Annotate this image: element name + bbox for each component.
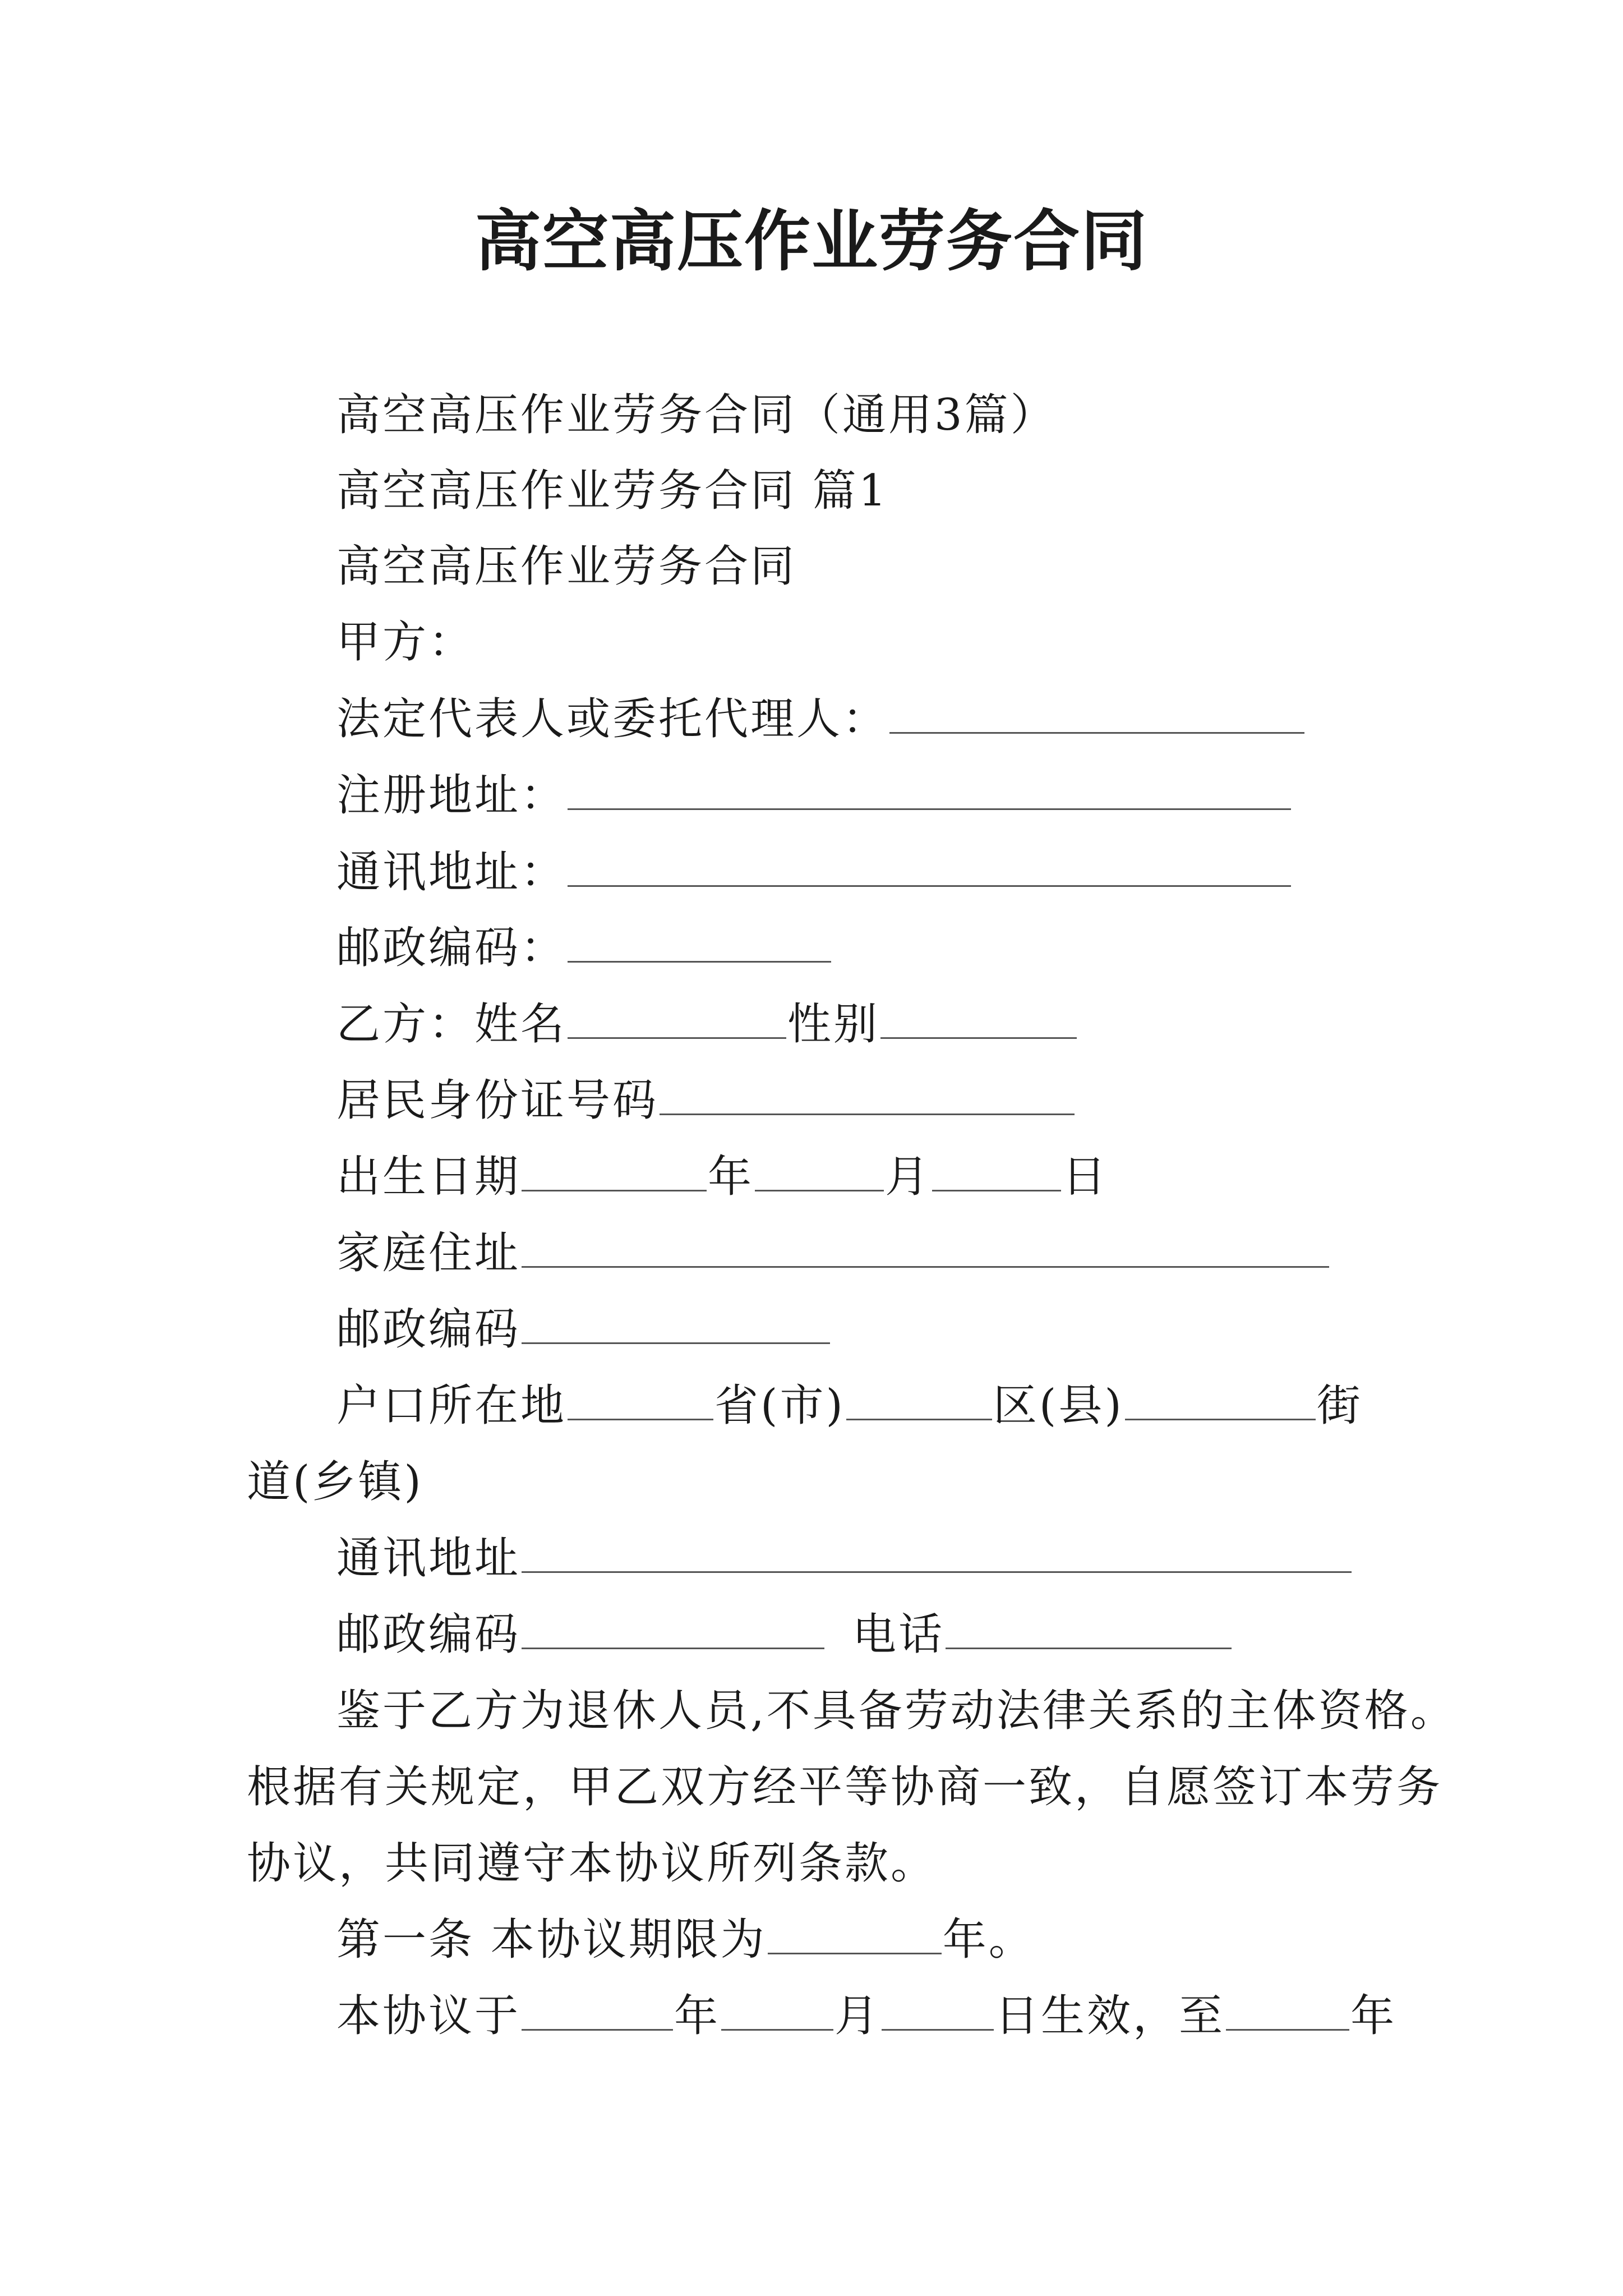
street-label: 街 (1316, 1381, 1363, 1431)
document-title: 高空高压作业劳务合同 (474, 202, 1148, 280)
province-label: 省(市) (714, 1381, 845, 1431)
phone-label: 电话 (852, 1609, 945, 1660)
effective-month-blank (721, 1990, 833, 2031)
gender-blank (880, 998, 1077, 1039)
name-blank (568, 998, 786, 1039)
birth-day-label: 日 (1062, 1152, 1109, 1202)
home-address-blank (522, 1227, 1329, 1268)
id-number-blank (660, 1074, 1075, 1115)
home-address-label: 家庭住址 (336, 1228, 521, 1278)
postal-code-label-c: 邮政编码 (336, 1609, 521, 1660)
mailing-address-blank-a (568, 846, 1291, 887)
mailing-address-line-b (336, 1530, 1353, 1586)
section-heading: 高空高压作业劳务合同 篇1 (336, 466, 889, 516)
end-year-label: 年 (1350, 1991, 1397, 2041)
term-years-blank (768, 1913, 942, 1954)
district-label: 区(县) (993, 1381, 1124, 1431)
mailing-address-label-b: 通讯地址 (336, 1533, 521, 1584)
effective-year-label: 年 (674, 1991, 721, 2041)
birth-year-label: 年 (708, 1152, 754, 1202)
mailing-address-label-a: 通讯地址： (336, 847, 567, 898)
birth-day-blank (932, 1151, 1061, 1191)
id-number-line (336, 1073, 1076, 1129)
representative-label: 法定代表人或委托代理人： (336, 694, 889, 744)
birth-month-blank (755, 1151, 884, 1191)
party-b-name-line (336, 996, 1078, 1052)
mailing-address-blank-b (522, 1532, 1352, 1573)
registered-address-line (336, 767, 1292, 823)
postal-code-line-a (336, 920, 832, 976)
article-one-label: 第一条 本协议期限为 (336, 1915, 767, 1965)
paragraph-line-2: 根据有关规定，甲乙双方经平等协商一致，自愿签订本劳务 (247, 1762, 1443, 1812)
postal-code-label-a: 邮政编码： (336, 923, 567, 973)
effective-month-label: 月 (834, 1991, 881, 2041)
postal-code-blank-a (568, 922, 831, 963)
gender-label: 性别 (787, 999, 880, 1050)
subtitle-line: 高空高压作业劳务合同（通用3篇） (336, 390, 1057, 440)
representative-line (336, 691, 1306, 747)
township-line: 道(乡镇) (247, 1457, 423, 1507)
term-years-label: 年。 (942, 1915, 1035, 1965)
paragraph-line-1: 鉴于乙方为退休人员,不具备劳动法律关系的主体资格。 (336, 1686, 1456, 1736)
party-a-label: 甲方： (336, 617, 475, 668)
home-address-line (336, 1225, 1330, 1281)
street-blank (1125, 1379, 1316, 1420)
household-label: 户口所在地 (336, 1381, 567, 1431)
birth-month-label: 月 (885, 1152, 932, 1202)
paragraph-line-3: 协议，共同遵守本协议所列条款。 (247, 1838, 937, 1889)
registered-address-blank (568, 769, 1291, 810)
postal-code-blank-b (522, 1303, 830, 1344)
postal-code-label-b: 邮政编码 (336, 1304, 521, 1355)
effective-until-label: 日生效，至 (995, 1991, 1225, 2041)
article-one-line (336, 1912, 1035, 1968)
effective-day-blank (882, 1990, 994, 2031)
birth-date-line (336, 1149, 1108, 1205)
contract-name: 高空高压作业劳务合同 (336, 541, 797, 592)
registered-address-label: 注册地址： (336, 770, 567, 821)
mailing-address-line-a (336, 844, 1292, 900)
id-number-label: 居民身份证号码 (336, 1075, 659, 1126)
postal-code-blank-c (522, 1608, 824, 1649)
effective-date-line (336, 1988, 1396, 2044)
end-year-blank (1226, 1990, 1349, 2031)
representative-blank (889, 693, 1304, 734)
birth-year-blank (522, 1151, 707, 1191)
party-b-name-label: 乙方：姓名 (336, 999, 567, 1050)
birth-date-label: 出生日期 (336, 1152, 521, 1202)
effective-label: 本协议于 (336, 1991, 521, 2041)
province-blank (568, 1379, 713, 1420)
phone-blank (946, 1608, 1232, 1649)
postal-code-line-b (336, 1301, 831, 1358)
district-blank (846, 1379, 992, 1420)
postal-phone-line (336, 1607, 1233, 1663)
effective-year-blank (522, 1990, 673, 2031)
household-registration-line (336, 1378, 1363, 1434)
